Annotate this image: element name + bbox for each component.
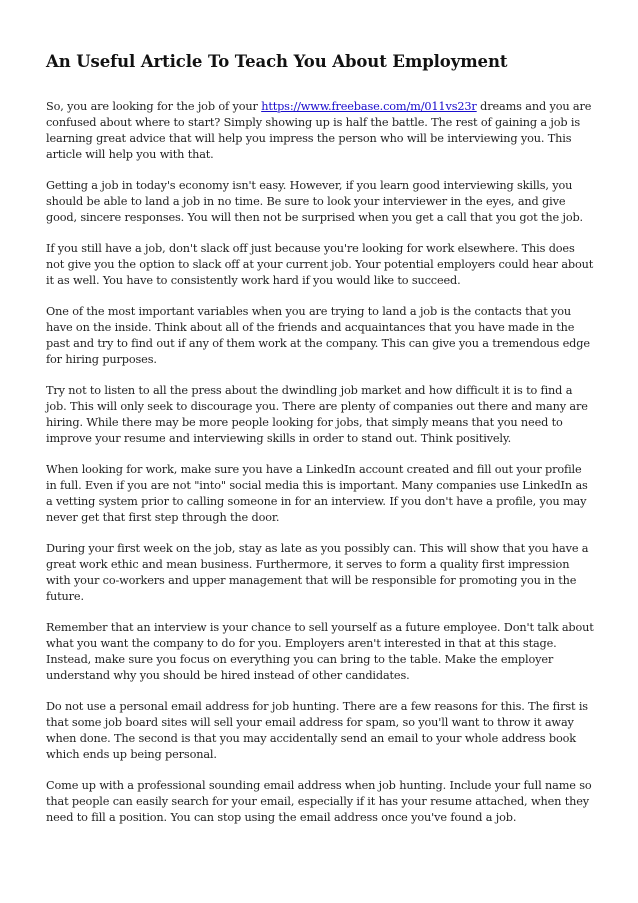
paragraph-interview-sell: Remember that an interview is your chance to sell yourself as a future employee. Don't talk about what you want the company to do for you. Employers aren't interested in that at this stage. Instead, make sure you focus on everything you can bring to the table. Make the employer understand why you should be hired instead of other candidates. [46, 621, 594, 682]
intro-text-before-link: So, you are looking for the job of your [46, 100, 262, 113]
intro-paragraph [46, 99, 594, 163]
freebase-link[interactable]: https://www.freebase.com/m/011vs23r [261, 100, 477, 113]
paragraph-contacts: One of the most important variables when you are trying to land a job is the contacts that you have on the inside. Think about all of the friends and acquaintances that you have made in the past and try to find out if any of them work at the company. This can give you a tremendous edge for hiring purposes. [46, 305, 590, 366]
intro-text-after-link: dreams and you are confused about where to start? Simply showing up is half the battle. The rest of gaining a job is learning great advice that will help you impress the person who will be interviewing you. This article will help you with that. [46, 100, 592, 161]
paragraph-current-job: If you still have a job, don't slack off just because you're looking for work elsewhere. This does not give you the option to slack off at your current job. Your potential employers could hear about it as well. You have to consistently work hard if you would like to succeed. [46, 242, 594, 287]
paragraph-professional-email: Come up with a professional sounding email address when job hunting. Include your full name so that people can easily search for your email, especially if it has your resume attached, when they need to fill a position. You can stop using the email address once you've found a job. [46, 779, 592, 824]
paragraph-personal-email: Do not use a personal email address for job hunting. There are a few reasons for this. The first is that some job board sites will sell your email address for spam, so you'll want to throw it away when done. The second is that you may accidentally send an email to your whole address book which ends up being personal. [46, 700, 588, 761]
document-page [46, 52, 594, 841]
paragraph-first-week: During your first week on the job, stay as late as you possibly can. This will show that you have a great work ethic and mean business. Furthermore, it serves to form a quality first impression with your co-workers and upper management that will be responsible for promoting you in the future. [46, 542, 589, 603]
paragraph-linkedin: When looking for work, make sure you have a LinkedIn account created and fill out your profile in full. Even if you are not "into" social media this is important. Many companies use LinkedIn as a vetting system prior to calling someone in for an interview. If you don't have a profile, you may never get that first step through the door. [46, 463, 588, 524]
paragraph-job-market: Try not to listen to all the press about the dwindling job market and how difficult it is to find a job. This will only seek to discourage you. There are plenty of companies out there and many are hiring. While there may be more people looking for jobs, that simply means that you need to improve your resume and interviewing skills in order to stand out. Think positively. [46, 384, 588, 445]
paragraph-interviewing: Getting a job in today's economy isn't easy. However, if you learn good interviewing skills, you should be able to land a job in no time. Be sure to look your interviewer in the eyes, and give good, sincere responses. You will then not be surprised when you get a call that you got the job. [46, 179, 583, 224]
article-title: An Useful Article To Teach You About Employment [46, 52, 508, 71]
